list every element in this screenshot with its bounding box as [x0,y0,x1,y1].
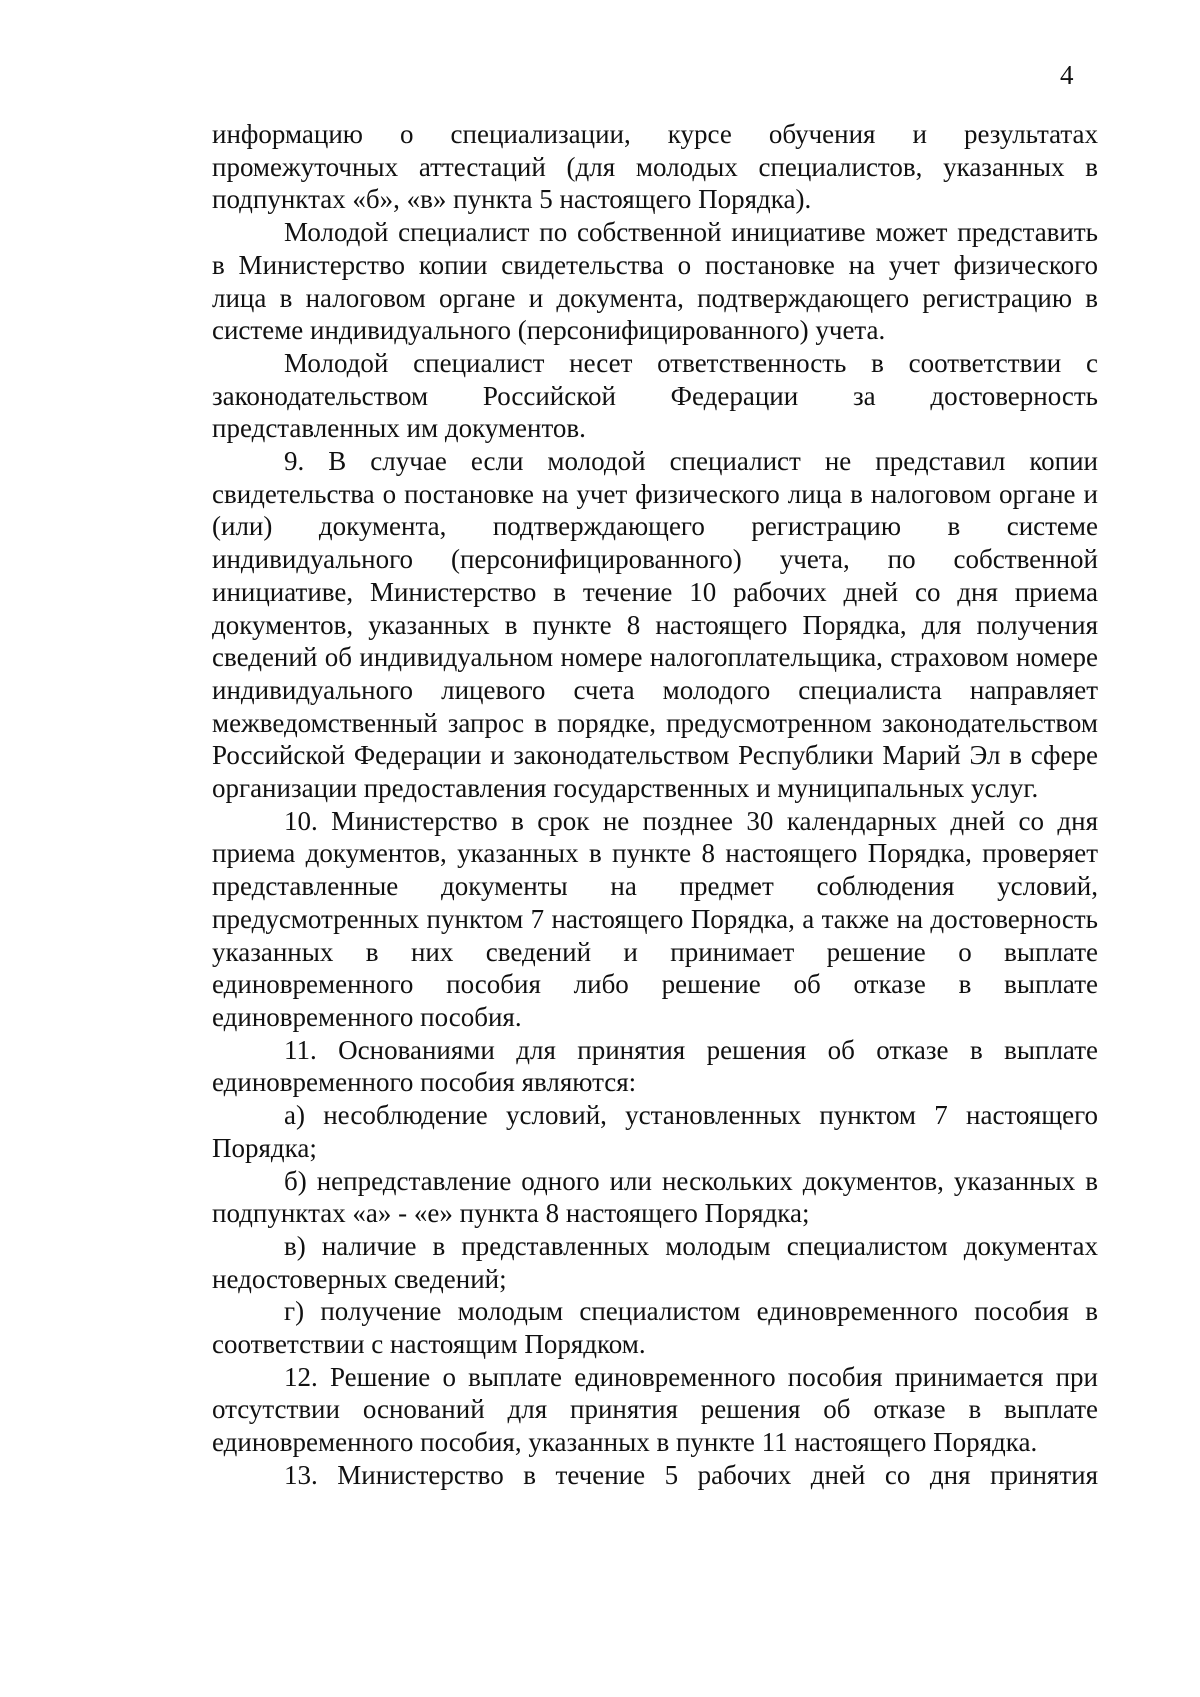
paragraph-clause-10: 10. Министерство в срок не позднее 30 календарных дней со дня приема документов, указанных в пункте 8 настоящего Порядка, проверяет представленные документы на предмет соблюдения условий, предусмотренных пунктом 7 настоящего Порядка, а также на достоверность указанных в них сведений и принимает решение о выплате единовременного пособия либо решение об отказе в выплате единовременного пособия. [212,805,1098,1032]
list-item-g: г) получение молодым специалистом единовременного пособия в соответствии с настоящим Порядком. [212,1296,1098,1360]
list-item-a: а) несоблюдение условий, установленных пунктом 7 настоящего Порядка; [212,1100,1098,1163]
paragraph-clause-9: 9. В случае если молодой специалист не представил копии свидетельства о постановке на учет физического лица в налоговом органе и (или) документа, подтверждающего регистрацию в системе индивидуального (персонифицированного) учета, по собственной инициативе, Министерство в течение 10 рабочих дней со дня приема документов, указанных в пункте 8 настоящего Порядка, для получения сведений об индивидуальном номере налогоплательщика, страховом номере индивидуального лицевого счета молодого специалиста направляет межведомственный запрос в порядке, предусмотренном законодательством Российской Федерации и законодательством Республики Марий Эл в сфере организации предоставления государственных и муниципальных услуг. [212,446,1098,804]
paragraph-optional-documents: Молодой специалист по собственной инициативе может представить в Министерство копии свидетельства о постановке на учет физического лица в налоговом органе и документа, подтверждающего регистрацию в системе индивидуального (персонифицированного) учета. [212,217,1098,346]
paragraph-clause-11: 11. Основаниями для принятия решения об отказе в выплате единовременного пособия являются: [212,1034,1098,1098]
paragraph-responsibility: Молодой специалист несет ответственность в соответствии с законодательством Российской Федерации за достоверность представленных им документов. [212,347,1098,444]
document-body [212,118,1098,1492]
list-item-v: в) наличие в представленных молодым специалистом документах недостоверных сведений; [212,1230,1098,1294]
paragraph-clause-13: 13. Министерство в течение 5 рабочих дней со дня принятия [284,1459,1098,1490]
paragraph-clause-12: 12. Решение о выплате единовременного пособия принимается при отсутствии оснований для принятия решения об отказе в выплате единовременного пособия, указанных в пункте 11 настоящего Порядка. [212,1361,1098,1458]
paragraph-continuation: информацию о специализации, курсе обучения и результатах промежуточных аттестаций (для молодых специалистов, указанных в подпунктах «б», «в» пункта 5 настоящего Порядка). [212,119,1098,215]
page-number: 4 [1060,60,1074,90]
list-item-b: б) непредставление одного или нескольких документов, указанных в подпунктах «а» - «е» пункта 8 настоящего Порядка; [212,1165,1098,1229]
